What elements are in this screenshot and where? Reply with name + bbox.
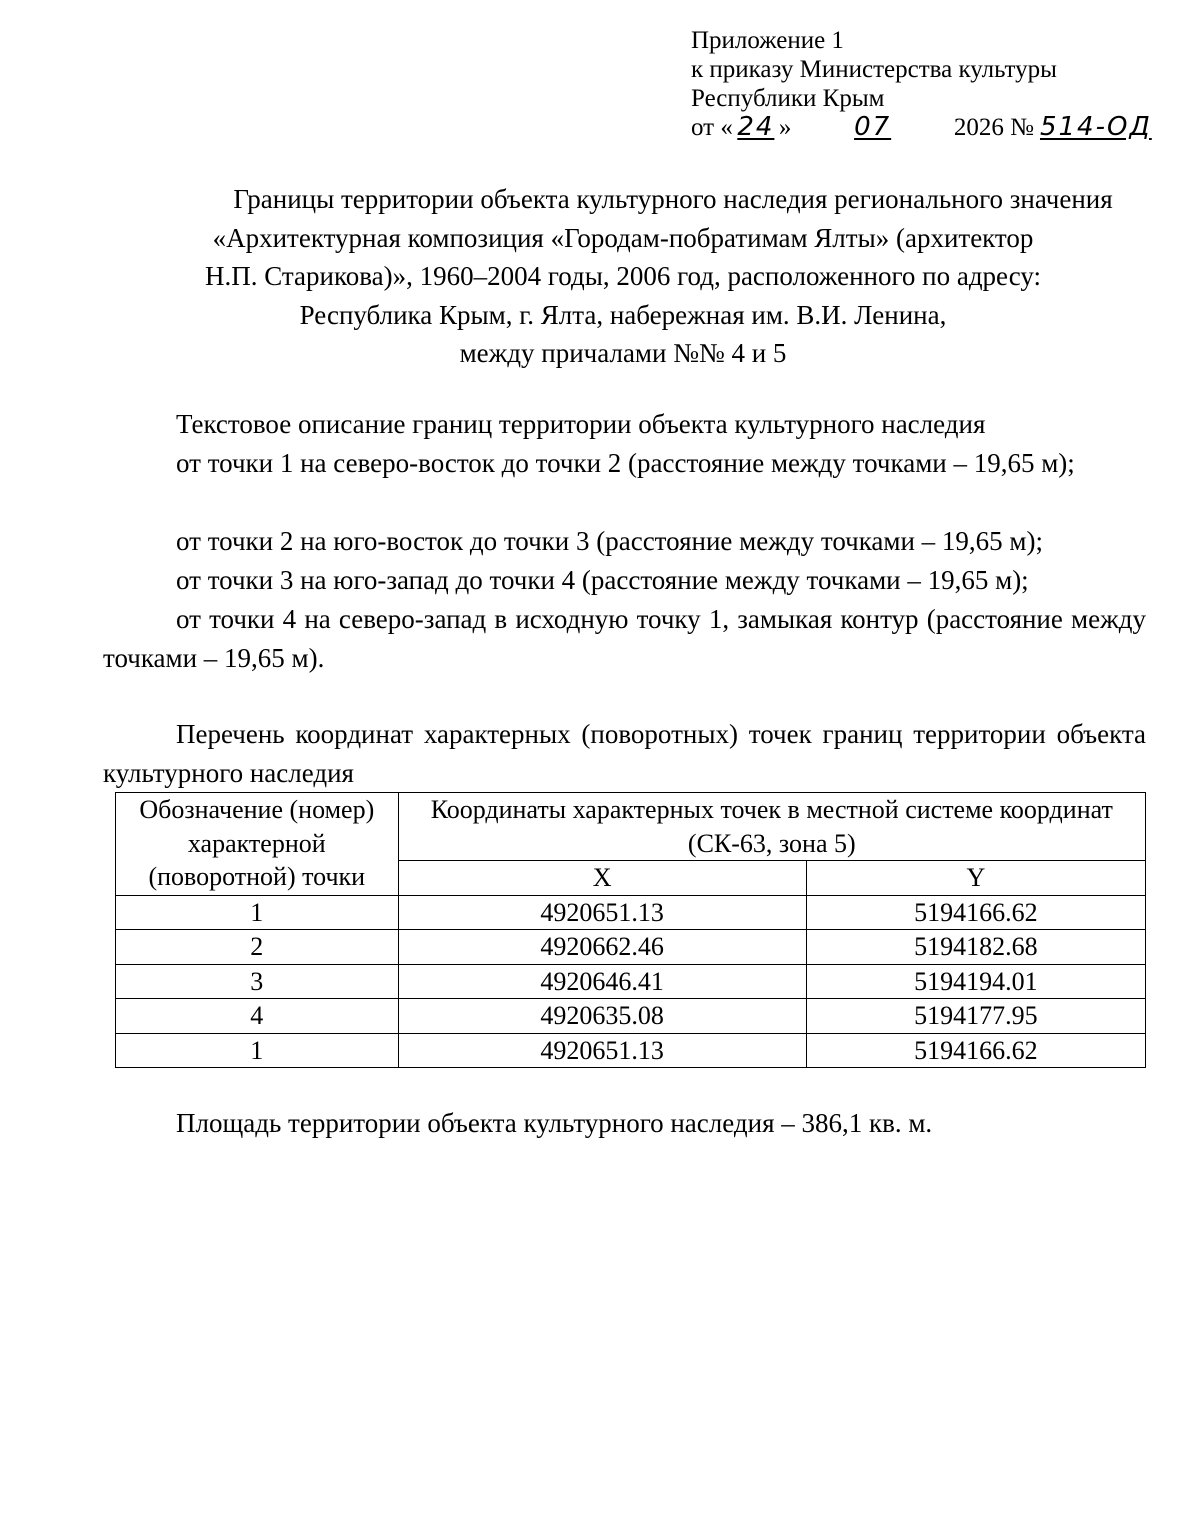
cell-point: 3: [116, 964, 399, 999]
table-header-row: [116, 793, 1146, 861]
table-row: [116, 895, 1146, 930]
annex-title: Приложение 1: [691, 27, 844, 54]
handwritten-month: 07: [854, 112, 892, 142]
title-line-5: между причалами №№ 4 и 5: [459, 338, 787, 368]
cell-x: 4920646.41: [398, 964, 806, 999]
header-y: Y: [806, 861, 1145, 896]
coordinates-table: [115, 792, 1146, 1068]
cell-point: 4: [116, 999, 399, 1034]
annex-republic: Республики Крым: [691, 85, 885, 112]
table-row: [116, 930, 1146, 965]
description-item-2: от точки 2 на юго-восток до точки 3 (расстояние между точками – 19,65 м);: [176, 526, 1044, 556]
cell-x: 4920662.46: [398, 930, 806, 965]
cell-point: 1: [116, 1033, 399, 1068]
title-line-1: Границы территории объекта культурного наследия регионального значения: [233, 184, 1113, 214]
cell-y: 5194194.01: [806, 964, 1145, 999]
coordinates-heading: Перечень координат характерных (поворотных) точек границ территории объекта культурного наследия: [103, 719, 1146, 788]
handwritten-day: 24: [737, 112, 775, 142]
annex-order-ref: к приказу Министерства культуры: [691, 56, 1057, 83]
cell-y: 5194177.95: [806, 999, 1145, 1034]
cell-y: 5194166.62: [806, 895, 1145, 930]
header-x: X: [398, 861, 806, 896]
area-statement: Площадь территории объекта культурного наследия – 386,1 кв. м.: [176, 1108, 933, 1138]
description-heading: Текстовое описание границ территории объекта культурного наследия: [176, 409, 986, 439]
description-item-1: от точки 1 на северо-восток до точки 2 (расстояние между точками – 19,65 м);: [176, 448, 1075, 478]
annex-header: [691, 26, 1170, 142]
annex-date-line: [691, 113, 1170, 142]
document-title: [100, 180, 1146, 373]
cell-y: 5194166.62: [806, 1033, 1145, 1068]
description-item-4: от точки 4 на северо-запад в исходную точку 1, замыкая контур (расстояние между точками – 19,65 м).: [103, 604, 1146, 673]
date-mid: »: [778, 114, 792, 141]
header-coordinates: Координаты характерных точек в местной системе координат (СК-63, зона 5): [398, 793, 1145, 861]
cell-x: 4920651.13: [398, 1033, 806, 1068]
table-row: [116, 1033, 1146, 1068]
title-line-3: Н.П. Старикова)», 1960–2004 годы, 2006 год, расположенного по адресу:: [205, 261, 1041, 291]
table-row: [116, 999, 1146, 1034]
title-line-4: Республика Крым, г. Ялта, набережная им. В.И. Ленина,: [299, 299, 947, 330]
handwritten-order-number: 514-ОД: [1039, 112, 1152, 142]
cell-x: 4920651.13: [398, 895, 806, 930]
cell-point: 2: [116, 930, 399, 965]
date-prefix: от «: [691, 114, 733, 141]
cell-y: 5194182.68: [806, 930, 1145, 965]
cell-x: 4920635.08: [398, 999, 806, 1034]
date-year: 2026 №: [953, 114, 1034, 141]
description-item-3: от точки 3 на юго-запад до точки 4 (расстояние между точками – 19,65 м);: [176, 565, 1029, 595]
cell-point: 1: [116, 895, 399, 930]
title-line-2: «Архитектурная композиция «Городам-побратимам Ялты» (архитектор: [212, 222, 1034, 253]
table-row: [116, 964, 1146, 999]
header-point: Обозначение (номер) характерной (поворотной) точки: [116, 793, 399, 896]
